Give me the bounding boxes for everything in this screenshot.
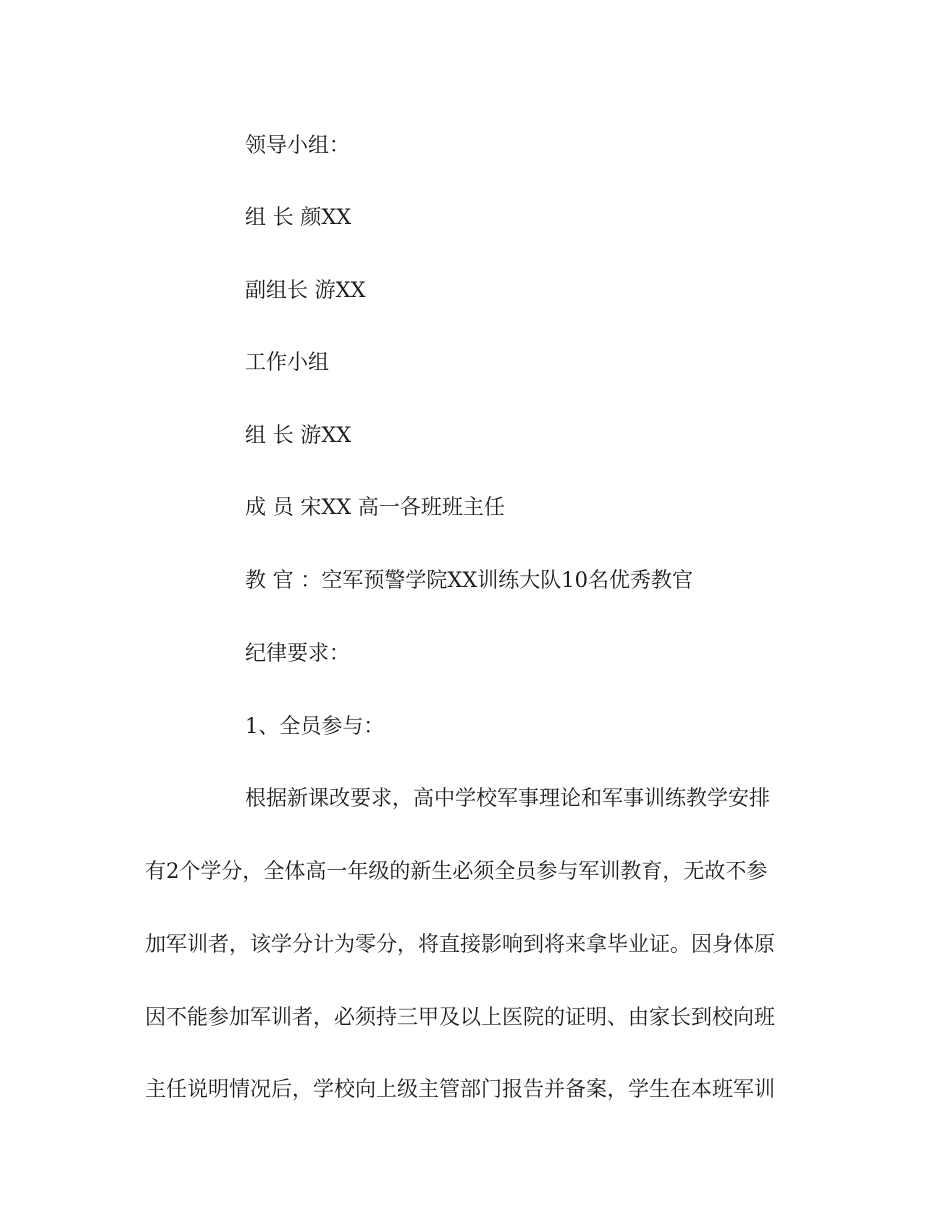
- leadership-group-heading: 领导小组：: [245, 133, 350, 157]
- full-participation-heading: 1、全员参与：: [245, 714, 385, 738]
- deputy-leader-line: 副组长 游XX: [245, 278, 366, 302]
- working-group-heading: 工作小组: [245, 350, 329, 374]
- paragraph-line-4: 因不能参加军训者，必须持三甲及以上医院的证明、由家长到校向班: [145, 1005, 775, 1029]
- members-line: 成 员 宋XX 高一各班班主任: [245, 495, 505, 519]
- paragraph-line-5: 主任说明情况后，学校向上级主管部门报告并备案，学生在本班军训: [145, 1077, 775, 1101]
- paragraph-line-2: 有2个学分，全体高一年级的新生必须全员参与军训教育，无故不参: [145, 859, 768, 883]
- group-leader-line: 组 长 颜XX: [245, 205, 352, 229]
- discipline-requirements-heading: 纪律要求：: [245, 641, 350, 665]
- instructors-line: 教 官 ：空军预警学院XX训练大队10名优秀教官: [245, 568, 693, 592]
- working-group-leader-line: 组 长 游XX: [245, 423, 352, 447]
- paragraph-line-3: 加军训者，该学分计为零分，将直接影响到将来拿毕业证。因身体原: [145, 932, 775, 956]
- paragraph-line-1: 根据新课改要求，高中学校军事理论和军事训练教学安排: [245, 786, 770, 810]
